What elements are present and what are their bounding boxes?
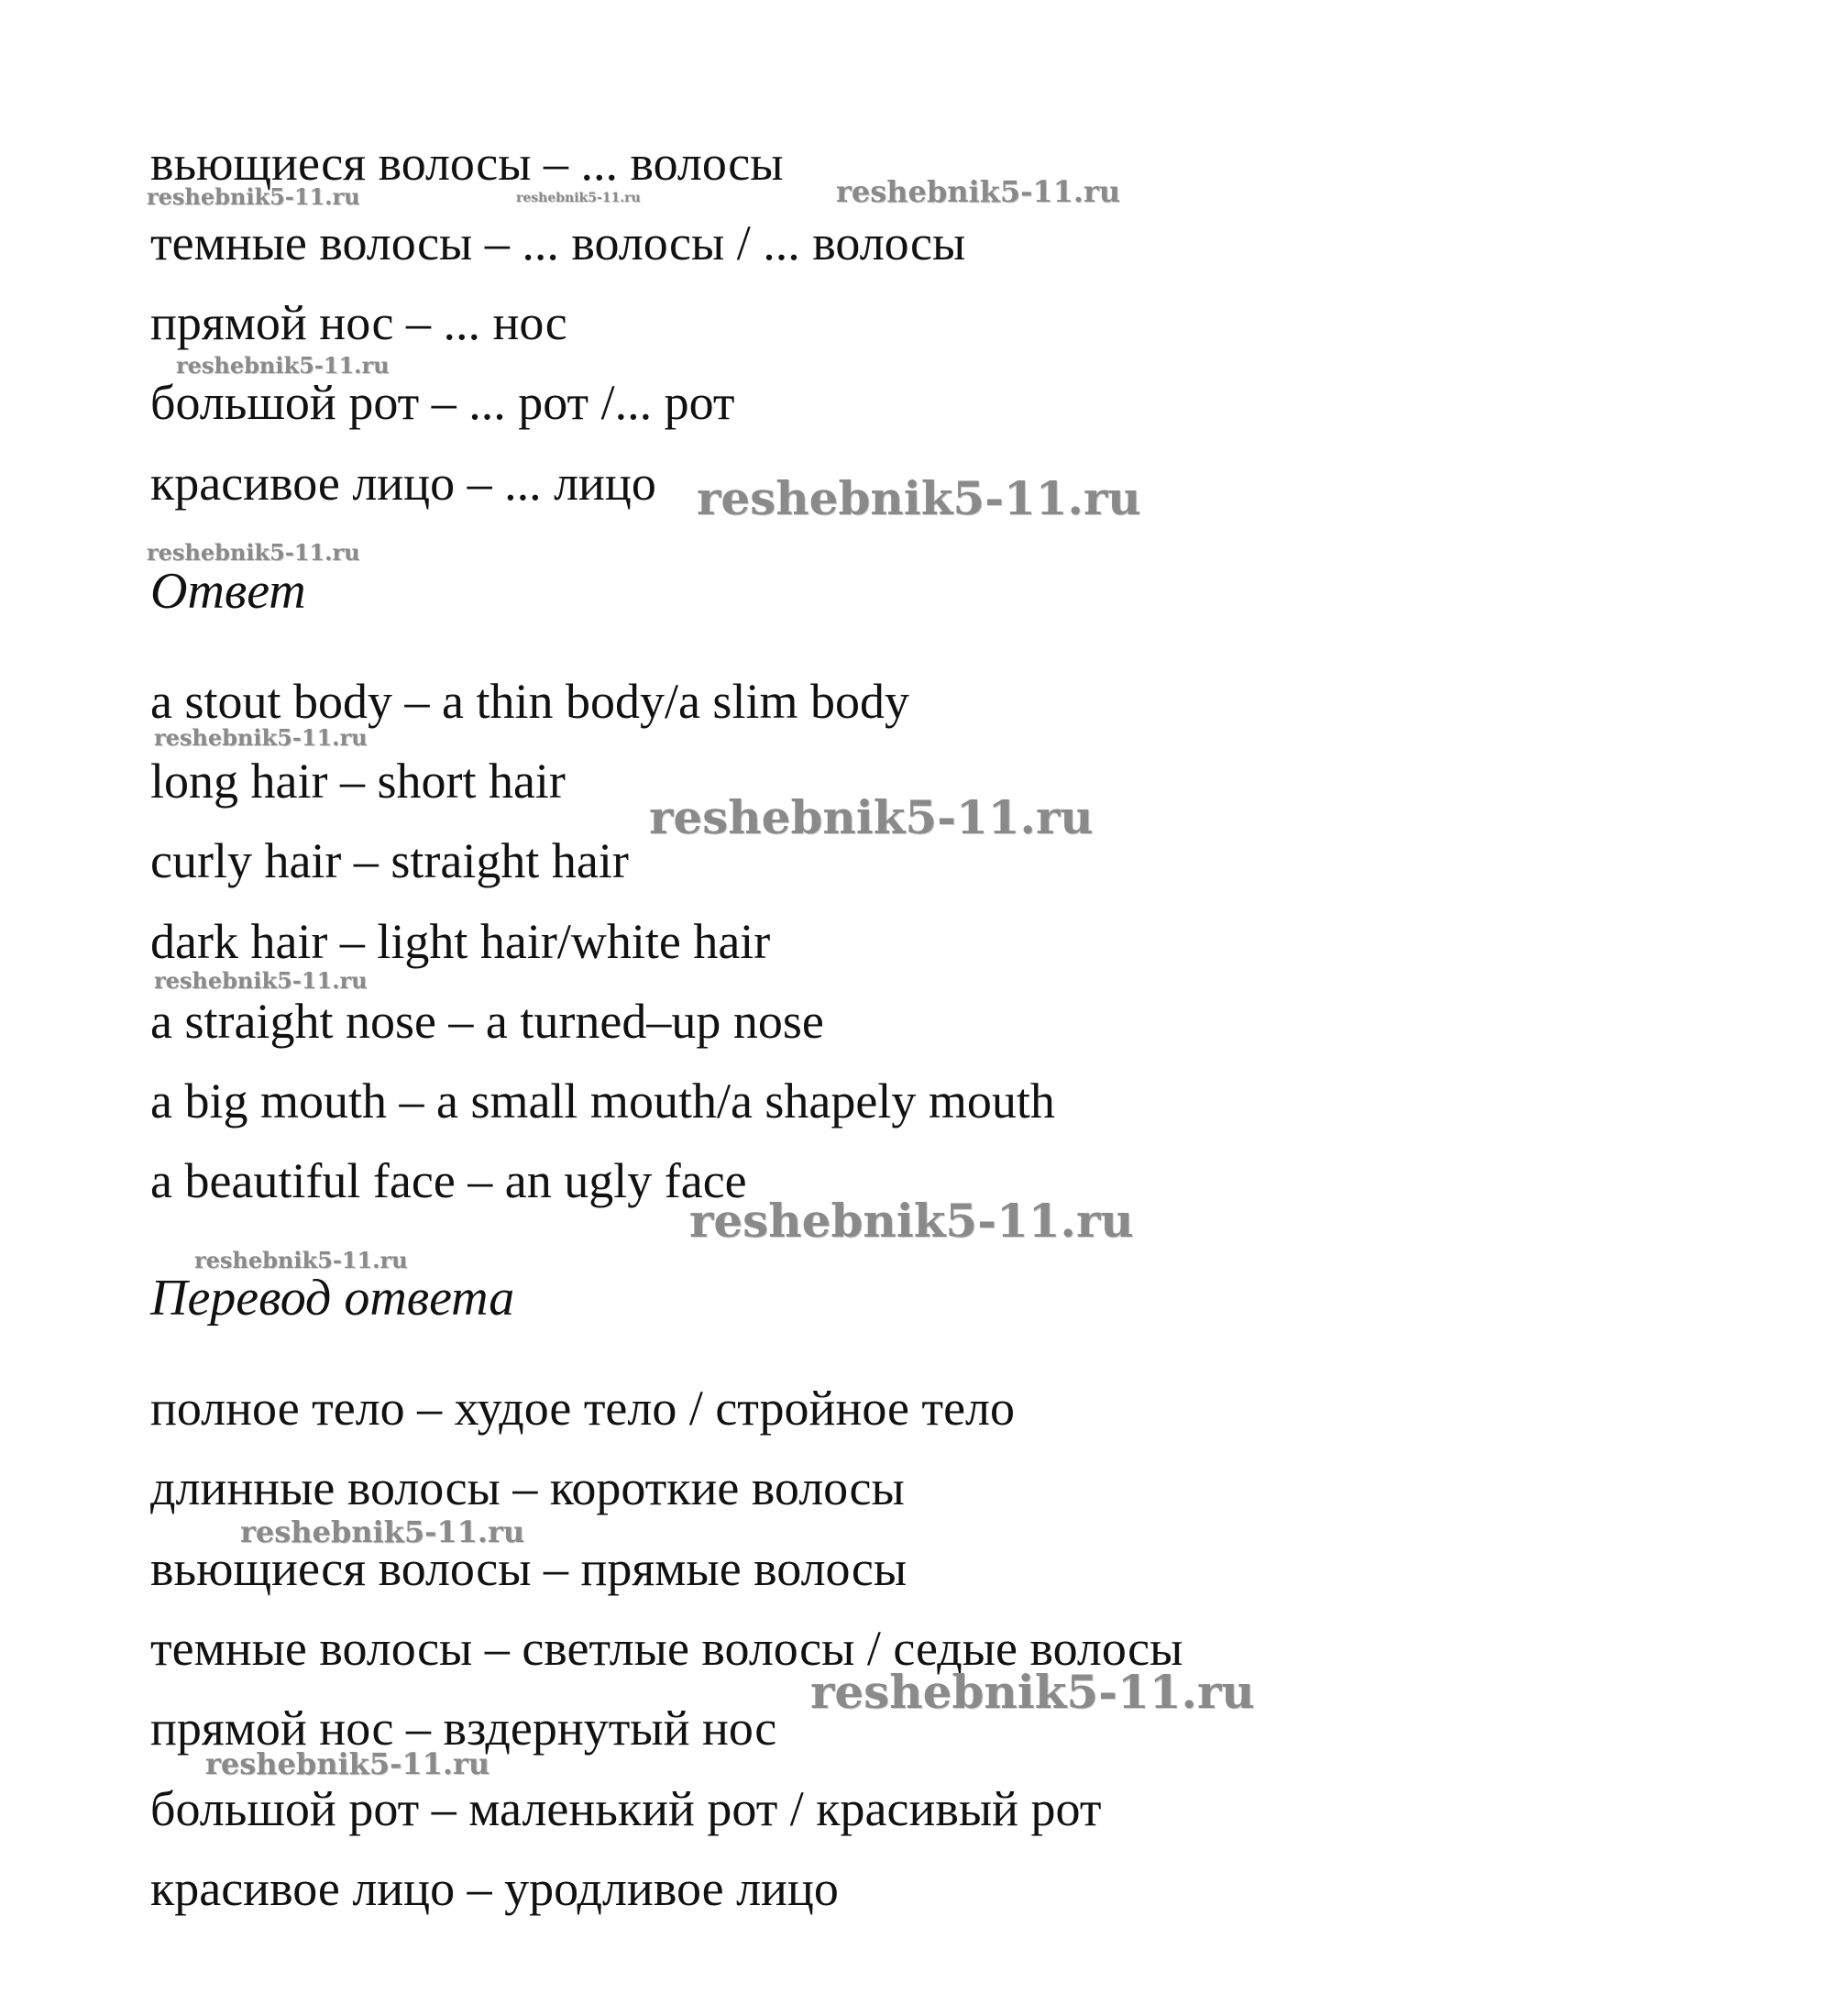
answer-line: a stout body – a thin body/a slim body [150,674,909,729]
watermark: reshebnik5-11.ru [240,1514,525,1549]
watermark: reshebnik5-11.ru [147,183,360,210]
translation-line: полное тело – худое тело / стройное тело [150,1381,1015,1436]
answer-line: long hair – short hair [150,754,566,809]
answer-line: curly hair – straight hair [150,833,629,888]
watermark: reshebnik5-11.ru [810,1665,1255,1719]
watermark: reshebnik5-11.ru [697,471,1141,525]
answer-line: dark hair – light hair/white hair [150,914,771,969]
watermark: reshebnik5-11.ru [649,790,1094,844]
intro-line: темные волосы – ... волосы / ... волосы [150,215,966,270]
answer-line: a beautiful face – an ugly face [150,1153,747,1208]
translation-line: вьющиеся волосы – прямые волосы [150,1541,908,1596]
watermark: reshebnik5-11.ru [516,191,641,205]
translation-heading: Перевод ответа [150,1270,515,1327]
watermark: reshebnik5-11.ru [689,1194,1134,1248]
answer-heading: Ответ [150,563,306,620]
intro-line: прямой нос – ... нос [150,295,567,350]
answer-line: a straight nose – a turned–up nose [150,994,824,1049]
intro-line: вьющиеся волосы – ... волосы [150,136,784,191]
watermark: reshebnik5-11.ru [194,1247,408,1273]
watermark: reshebnik5-11.ru [154,724,368,751]
answer-line: a big mouth – a small mouth/a shapely mouth [150,1074,1055,1129]
intro-line: красивое лицо – ... лицо [150,456,656,511]
watermark: reshebnik5-11.ru [205,1746,490,1781]
watermark: reshebnik5-11.ru [836,174,1121,209]
translation-line: красивое лицо – уродливое лицо [150,1861,839,1916]
translation-line: большой рот – маленький рот / красивый рот [150,1781,1102,1836]
watermark: reshebnik5-11.ru [176,352,390,379]
intro-line: большой рот – ... рот /... рот [150,375,735,430]
translation-line: прямой нос – вздернутый нос [150,1701,777,1756]
translation-line: темные волосы – светлые волосы / седые волосы [150,1621,1183,1676]
watermark: reshebnik5-11.ru [154,967,368,994]
watermark: reshebnik5-11.ru [147,539,360,566]
translation-line: длинные волосы – короткие волосы [150,1460,905,1515]
